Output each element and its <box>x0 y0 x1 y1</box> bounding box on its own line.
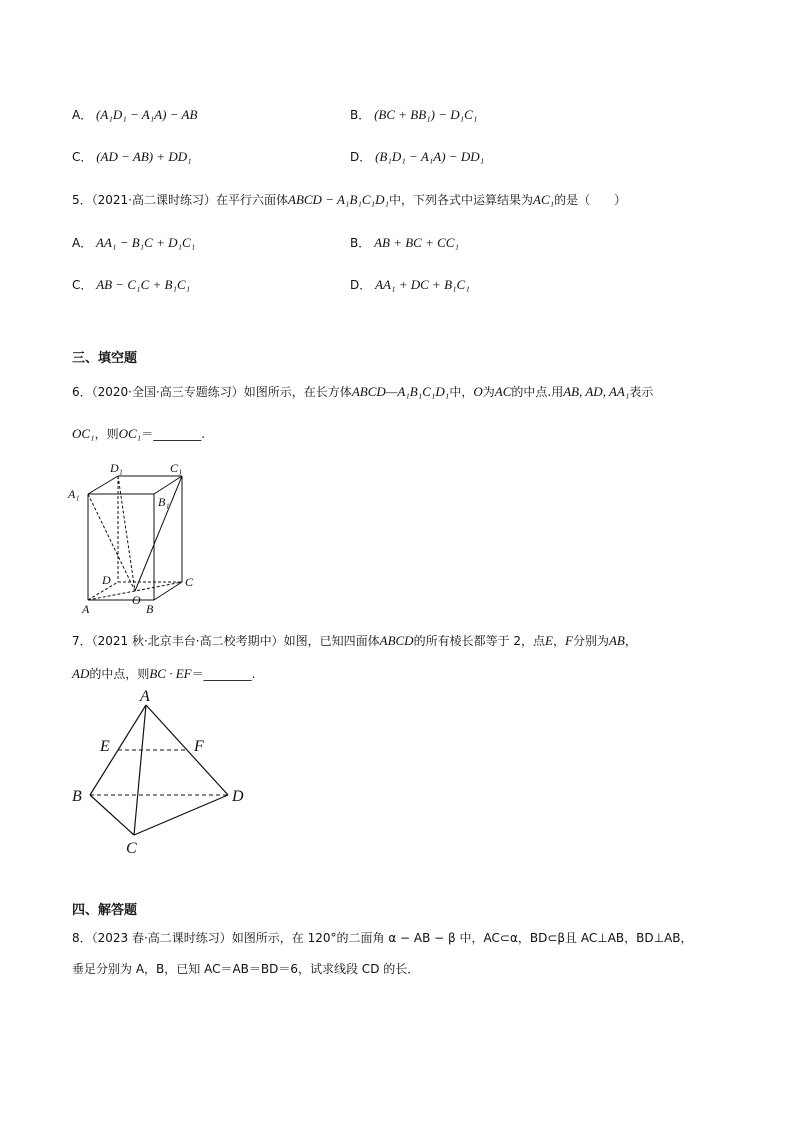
label-a1: A₁ <box>68 487 80 501</box>
option-label: B． <box>350 108 371 122</box>
q6-text: 中， <box>449 385 474 399</box>
edge-ad <box>146 705 228 795</box>
q7-text: 的中点，则 <box>89 667 150 681</box>
label-a: A <box>82 602 90 616</box>
section-heading-fill-in: 三、填空题 <box>72 351 138 366</box>
edge-ac <box>134 705 146 835</box>
option-expression: (B₁D₁ − A₁A) − DD₁ <box>375 149 485 164</box>
q7-text: ， <box>552 634 565 648</box>
q5-option-b <box>350 234 459 252</box>
cuboid-figure <box>64 458 204 618</box>
q6-text: 表示 <box>629 385 654 399</box>
option-expression: (AD − AB) + DD₁ <box>96 149 192 164</box>
edge-a1-d1 <box>88 476 118 494</box>
q6-text: 的中点.用 <box>511 385 564 399</box>
q6-line-2 <box>72 425 205 443</box>
label-a: A <box>140 688 150 705</box>
q6-solid-name: ABCD—A₁B₁C₁D₁ <box>351 384 450 399</box>
option-expression: AB − C₁C + B₁C₁ <box>96 277 191 292</box>
q5-stem-text: 5．（2021·高二课时练习）在平行六面体 <box>72 193 288 207</box>
option-label: C． <box>72 150 93 164</box>
q5-stem <box>72 191 626 209</box>
section-heading-answer: 四、解答题 <box>72 903 138 918</box>
option-expression: (BC + BB₁) − D₁C₁ <box>374 107 478 122</box>
q4-option-b <box>350 106 477 124</box>
q6-text: ，则 <box>94 427 119 441</box>
option-expression: AA₁ − B₁C + D₁C₁ <box>96 235 196 250</box>
edge-cd <box>134 795 228 835</box>
label-c: C <box>185 575 194 589</box>
option-label: A． <box>72 108 93 122</box>
label-e: E <box>100 738 110 755</box>
label-b1: B₁ <box>158 495 170 509</box>
label-d: D <box>102 573 111 587</box>
q6-line-1 <box>72 383 653 401</box>
hidden-segment-d1-o <box>118 476 135 591</box>
q4-option-a <box>72 106 197 124</box>
option-expression: AA₁ + DC + B₁C₁ <box>375 277 470 292</box>
q6-basis-vectors: AB, AD, AA₁ <box>563 384 630 399</box>
q7-segment-ab: AB <box>608 633 625 648</box>
tetrahedron-figure <box>66 685 256 860</box>
q5-option-c <box>72 276 190 294</box>
q7-text: ， <box>624 634 637 648</box>
edge-bc <box>90 795 134 835</box>
option-label: D． <box>350 278 372 292</box>
q6-text: 为 <box>482 385 495 399</box>
q5-stem-text: 中，下列各式中运算结果为 <box>389 193 534 207</box>
q6-answer-blank: ＝________. <box>141 427 206 441</box>
label-b: B <box>72 788 82 805</box>
q7-text: 分别为 <box>572 634 609 648</box>
q4-option-c <box>72 148 192 166</box>
q7-line-1 <box>72 632 637 650</box>
q7-point-f: F <box>565 633 573 648</box>
q8-line-2: 垂足分别为 A，B，已知 AC＝AB＝BD＝6，试求线段 CD 的长． <box>72 962 420 976</box>
q7-text: 7．（2021 秋·北京丰台·高二校考期中）如图，已知四面体 <box>72 634 380 648</box>
q7-segment-ad: AD <box>72 666 90 681</box>
q5-option-a <box>72 234 195 252</box>
q7-line-2 <box>72 665 255 683</box>
label-d1: D₁ <box>110 461 123 475</box>
q4-option-d <box>350 148 484 166</box>
option-label: A． <box>72 236 93 250</box>
label-o: O <box>132 593 141 607</box>
option-expression: AB + BC + CC₁ <box>374 235 459 250</box>
q6-text: 6．（2020·全国·高三专题练习）如图所示，在长方体 <box>72 385 352 399</box>
q5-target-vector: AC₁ <box>533 192 555 207</box>
q6-point-o: O <box>473 384 483 399</box>
label-f: F <box>194 738 204 755</box>
option-expression: (A₁D₁ − A₁A) − AB <box>96 107 198 122</box>
q6-segment-ac: AC <box>494 384 512 399</box>
label-b: B <box>146 602 154 616</box>
label-d: D <box>232 788 244 805</box>
label-c: C <box>126 840 137 857</box>
q7-text: 的所有棱长都等于 2，点 <box>413 634 546 648</box>
q6-vector-oc1: OC₁ <box>118 426 142 441</box>
option-label: B． <box>350 236 371 250</box>
segment-o-c1 <box>135 476 182 591</box>
q5-option-d <box>350 276 470 294</box>
q7-point-e: E <box>545 633 553 648</box>
q5-stem-text: 的是（ ） <box>554 193 627 207</box>
label-c1: C₁ <box>170 461 183 475</box>
option-label: D． <box>350 150 372 164</box>
q6-vector-oc1: OC₁ <box>72 426 95 441</box>
q7-answer-blank: ＝________. <box>191 667 256 681</box>
q5-solid-name: ABCD − A₁B₁C₁D₁ <box>288 192 389 207</box>
q7-dot-product: BC · EF <box>149 666 192 681</box>
q7-solid-name: ABCD <box>379 633 414 648</box>
q8-line-1: 8．（2023 春·高二课时练习）如图所示，在 120°的二面角 α − AB − β 中，AC⊂α，BD⊂β且 AC⊥AB，BD⊥AB， <box>72 931 693 945</box>
option-label: C． <box>72 278 93 292</box>
